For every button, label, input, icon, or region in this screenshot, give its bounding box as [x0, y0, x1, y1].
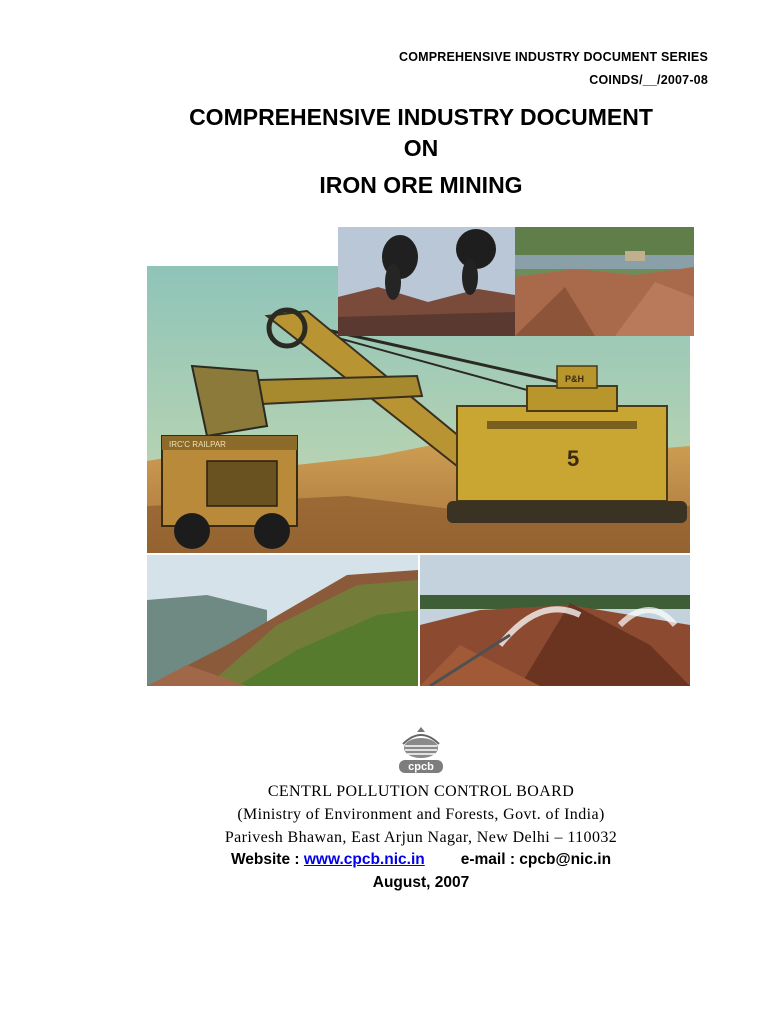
address-line: Parivesh Bhawan, East Arjun Nagar, New Delhi – 110032	[224, 829, 618, 846]
photo-vegetated-slope	[147, 555, 418, 686]
logo-text: cpcb	[408, 761, 434, 773]
contact-line	[0, 851, 768, 869]
ministry-line: (Ministry of Environment and Forests, Govt. of India)	[237, 806, 605, 823]
photo-water-sprinkling	[420, 555, 690, 686]
shovel-plate: P&H	[565, 374, 585, 384]
document-title-line2: ON	[403, 135, 439, 161]
website-link[interactable]: www.cpcb.nic.in	[303, 851, 425, 868]
photo-blasting-smoke	[338, 227, 515, 336]
email-text: e-mail : cpcb@nic.in	[460, 851, 612, 868]
board-name: CENTRL POLLUTION CONTROL BOARD	[267, 783, 575, 800]
document-title-line3: IRON ORE MINING	[319, 172, 523, 198]
cpcb-logo	[393, 724, 449, 776]
publication-date: August, 2007	[372, 874, 470, 891]
website-label: Website :	[230, 851, 304, 868]
series-code: COINDS/__/2007-08	[589, 73, 708, 87]
photo-open-pit	[515, 227, 694, 336]
series-name: COMPREHENSIVE INDUSTRY DOCUMENT SERIES	[398, 50, 708, 64]
document-title-line1: COMPREHENSIVE INDUSTRY DOCUMENT	[189, 104, 653, 130]
shovel-number: 5	[567, 446, 580, 471]
truck-text: IRC'C RAILPAR	[169, 440, 226, 449]
